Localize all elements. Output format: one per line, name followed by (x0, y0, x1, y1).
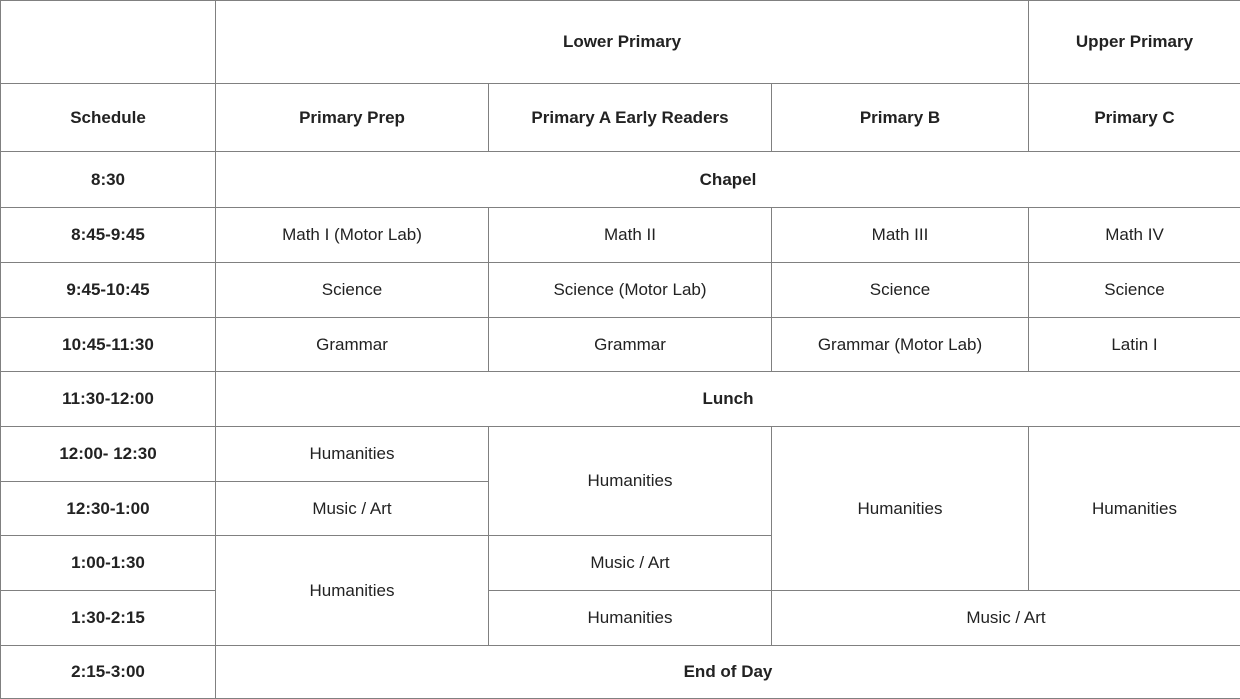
cell-science-c: Science (1029, 263, 1240, 318)
time-label-0945: 9:45-10:45 (1, 263, 216, 318)
group-header-row (1, 1, 1240, 84)
column-header-primary-a: Primary A Early Readers (489, 84, 772, 152)
banner-chapel: Chapel (216, 152, 1240, 208)
time-label-0130: 1:30-2:15 (1, 591, 216, 646)
time-label-0830: 8:30 (1, 152, 216, 208)
cell-humanities-b-1200: Humanities (772, 427, 1029, 591)
column-header-primary-c: Primary C (1029, 84, 1240, 152)
table-row-0845 (1, 208, 1240, 263)
cell-music-art-bc-0130: Music / Art (772, 591, 1240, 646)
banner-end-of-day: End of Day (216, 646, 1240, 699)
time-label-0845: 8:45-9:45 (1, 208, 216, 263)
table-row-0130 (1, 591, 1240, 646)
group-header-upper-primary: Upper Primary (1029, 1, 1240, 84)
cell-grammar-a: Grammar (489, 318, 772, 372)
table-row-end-of-day (1, 646, 1240, 699)
time-label-1045: 10:45-11:30 (1, 318, 216, 372)
cell-music-art-a-0100: Music / Art (489, 536, 772, 591)
cell-humanities-a-0130: Humanities (489, 591, 772, 646)
time-label-0100: 1:00-1:30 (1, 536, 216, 591)
table-row-1200 (1, 427, 1240, 482)
cell-math-b: Math III (772, 208, 1029, 263)
column-header-row (1, 84, 1240, 152)
time-label-1200: 12:00- 12:30 (1, 427, 216, 482)
cell-math-a: Math II (489, 208, 772, 263)
cell-grammar-b: Grammar (Motor Lab) (772, 318, 1029, 372)
group-header-blank (1, 1, 216, 84)
time-label-0215: 2:15-3:00 (1, 646, 216, 699)
column-header-primary-b: Primary B (772, 84, 1029, 152)
cell-math-c: Math IV (1029, 208, 1240, 263)
cell-science-prep: Science (216, 263, 489, 318)
time-label-1130: 11:30-12:00 (1, 372, 216, 427)
cell-humanities-c-1200: Humanities (1029, 427, 1240, 591)
table-row-chapel (1, 152, 1240, 208)
banner-lunch: Lunch (216, 372, 1240, 427)
table-row-lunch (1, 372, 1240, 427)
cell-grammar-prep: Grammar (216, 318, 489, 372)
cell-humanities-prep-1200: Humanities (216, 427, 489, 482)
group-header-lower-primary: Lower Primary (216, 1, 1029, 84)
cell-latin-c: Latin I (1029, 318, 1240, 372)
cell-music-art-prep-1230: Music / Art (216, 482, 489, 536)
table-row-1045 (1, 318, 1240, 372)
cell-humanities-prep-0100: Humanities (216, 536, 489, 646)
column-header-schedule: Schedule (1, 84, 216, 152)
cell-math-prep: Math I (Motor Lab) (216, 208, 489, 263)
cell-humanities-a-1200: Humanities (489, 427, 772, 536)
cell-science-b: Science (772, 263, 1029, 318)
cell-science-a: Science (Motor Lab) (489, 263, 772, 318)
time-label-1230: 12:30-1:00 (1, 482, 216, 536)
table-row-0945 (1, 263, 1240, 318)
column-header-primary-prep: Primary Prep (216, 84, 489, 152)
